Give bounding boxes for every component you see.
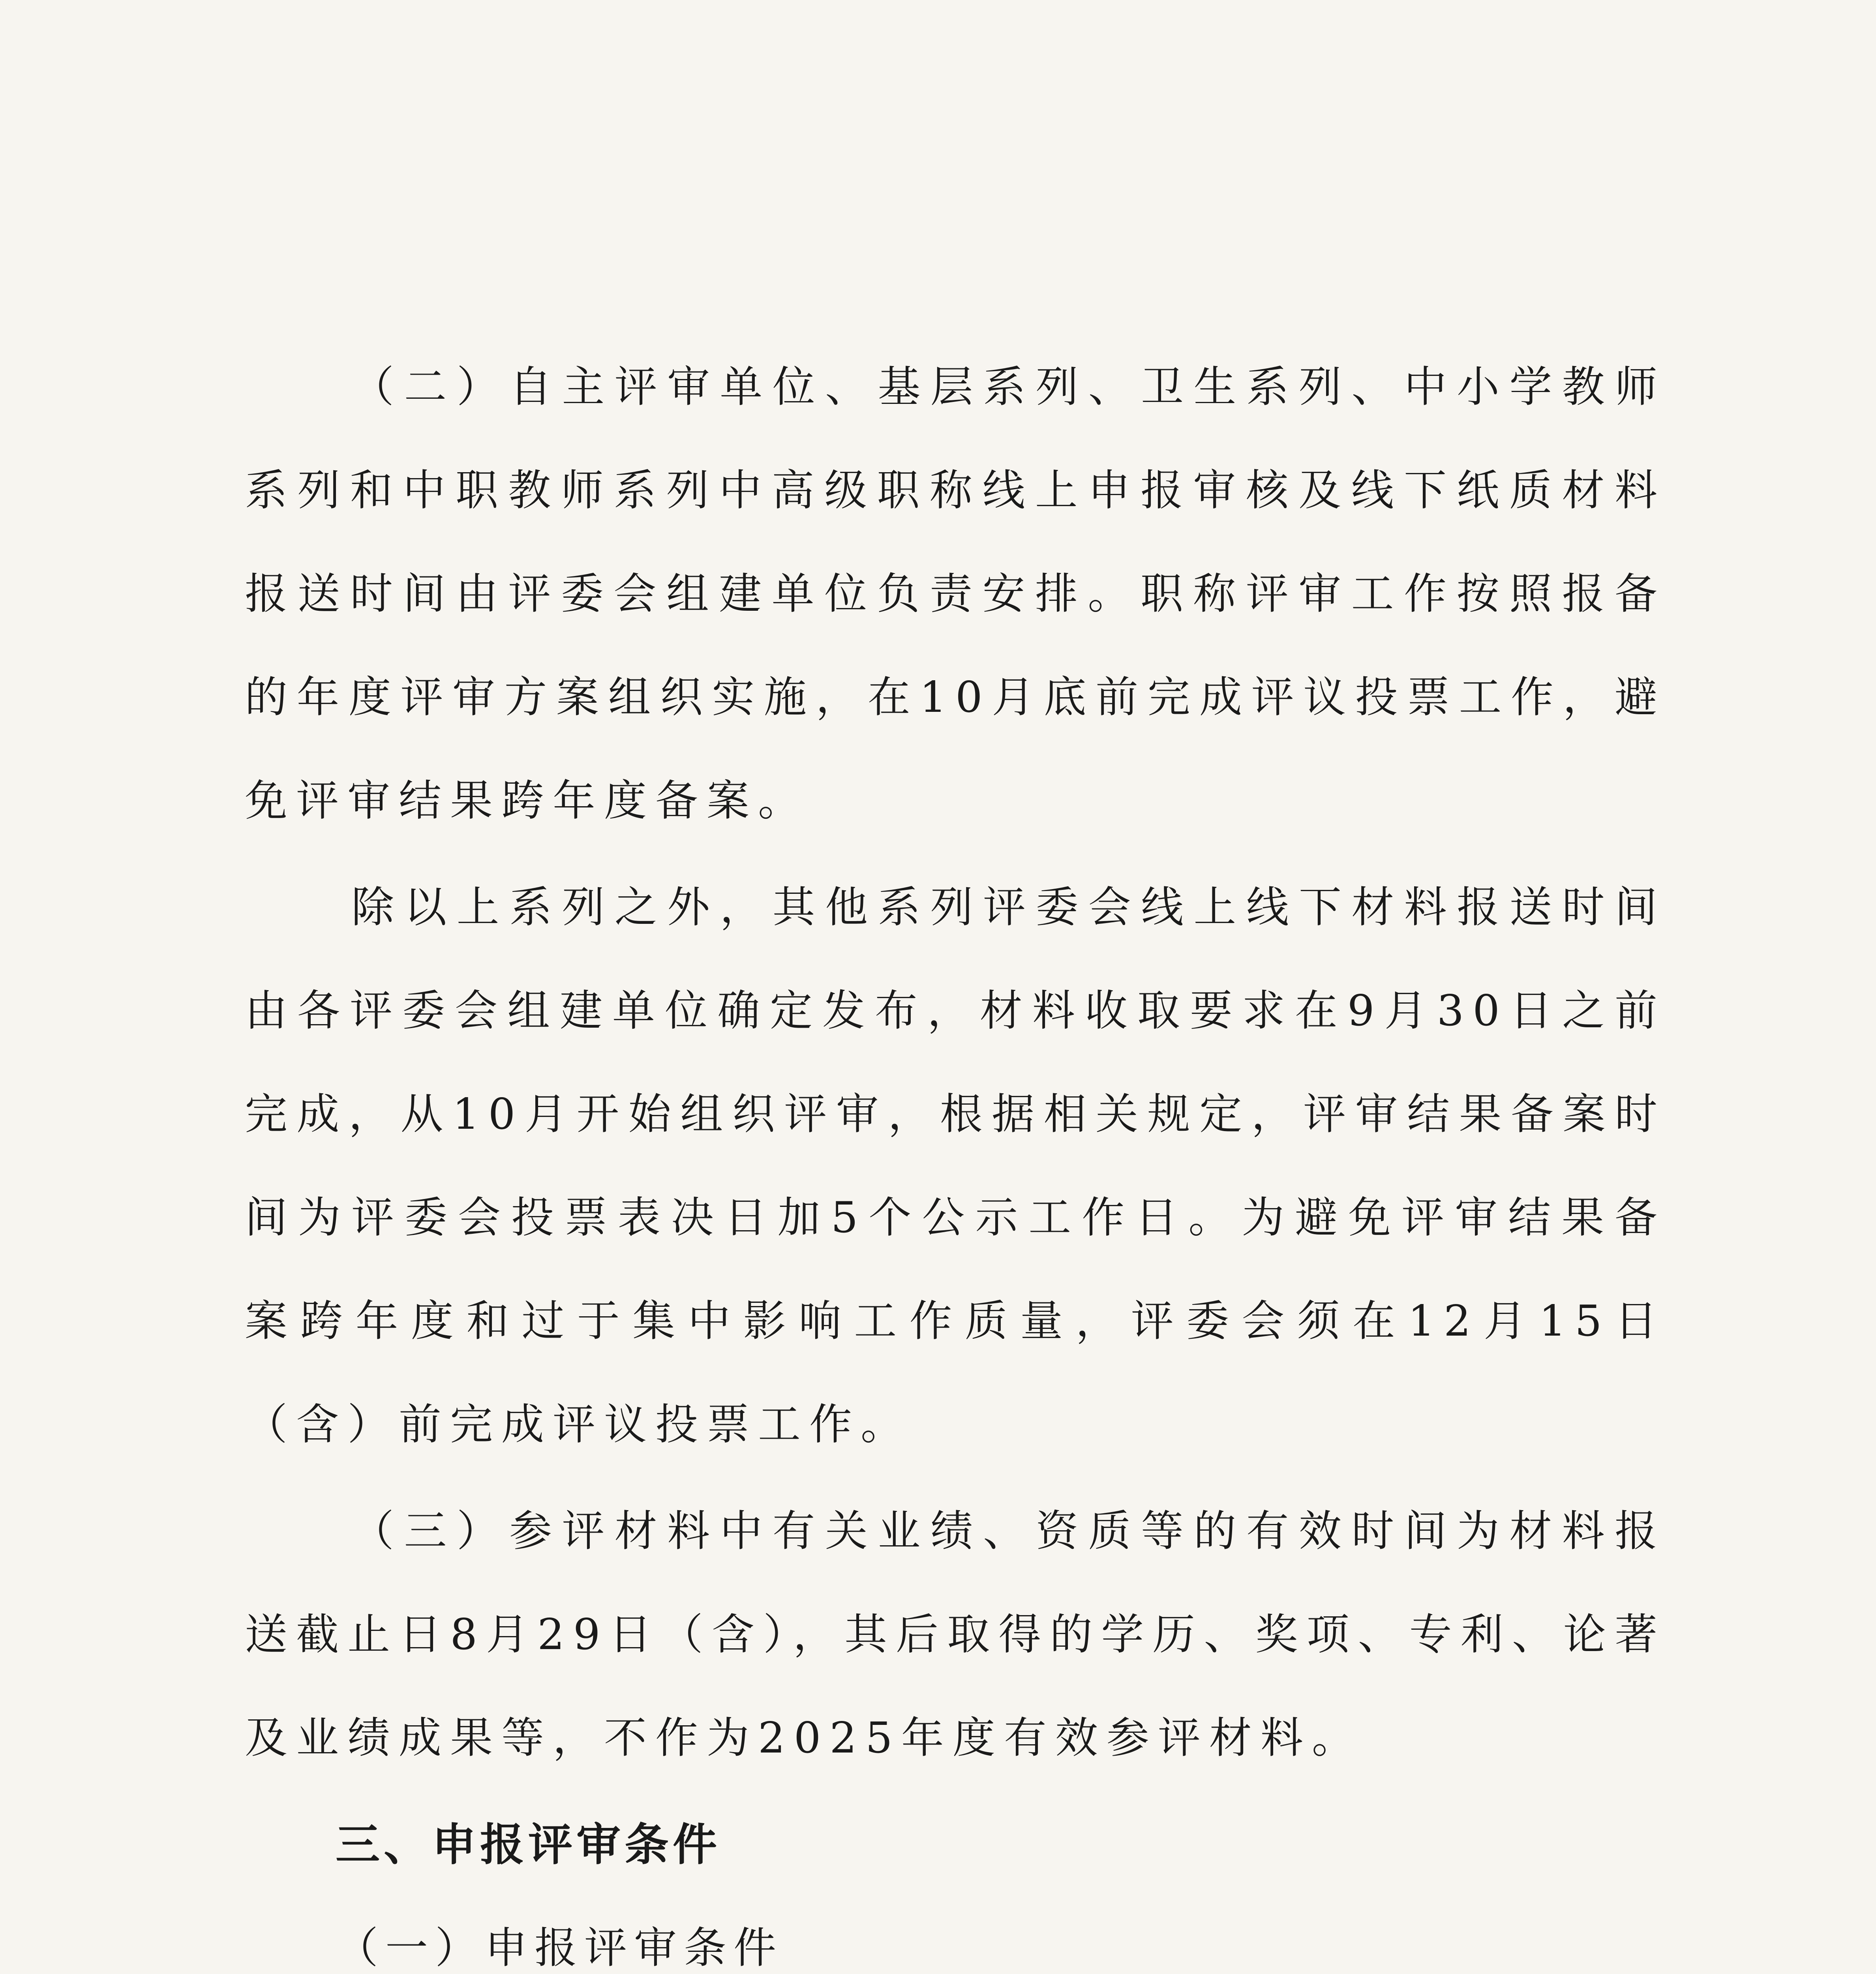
document-body [245,336,1666,1974]
section-heading: 三、申报评审条件 [336,1819,721,1871]
paragraph-material-validity: （三）参评材料中有关业绩、资质等的有效时间为材料报送截止日8月29日（含），其后取得的学历、奖项、专利、论著及业绩成果等，不作为2025年度有效参评材料。 [245,1507,1666,1763]
paragraph-other-series-schedule: 除以上系列之外，其他系列评委会线上线下材料报送时间由各评委会组建单位确定发布，材料收取要求在9月30日之前完成，从10月开始组织评审，根据相关规定，评审结果备案时间为评委会投票表决日加5个公示工作日。为避免评审结果备案跨年度和过于集中影响工作质量，评委会须在12月15日（含）前完成评议投票工作。 [245,883,1666,1449]
subsection-heading: （一）申报评审条件 [336,1923,784,1973]
paragraph-deadline-self-review: （二）自主评审单位、基层系列、卫生系列、中小学教师系列和中职教师系列中高级职称线上申报审核及线下纸质材料报送时间由评委会组建单位负责安排。职称评审工作按照报备的年度评审方案组织实施，在10月底前完成评议投票工作，避免评审结果跨年度备案。 [245,362,1666,826]
